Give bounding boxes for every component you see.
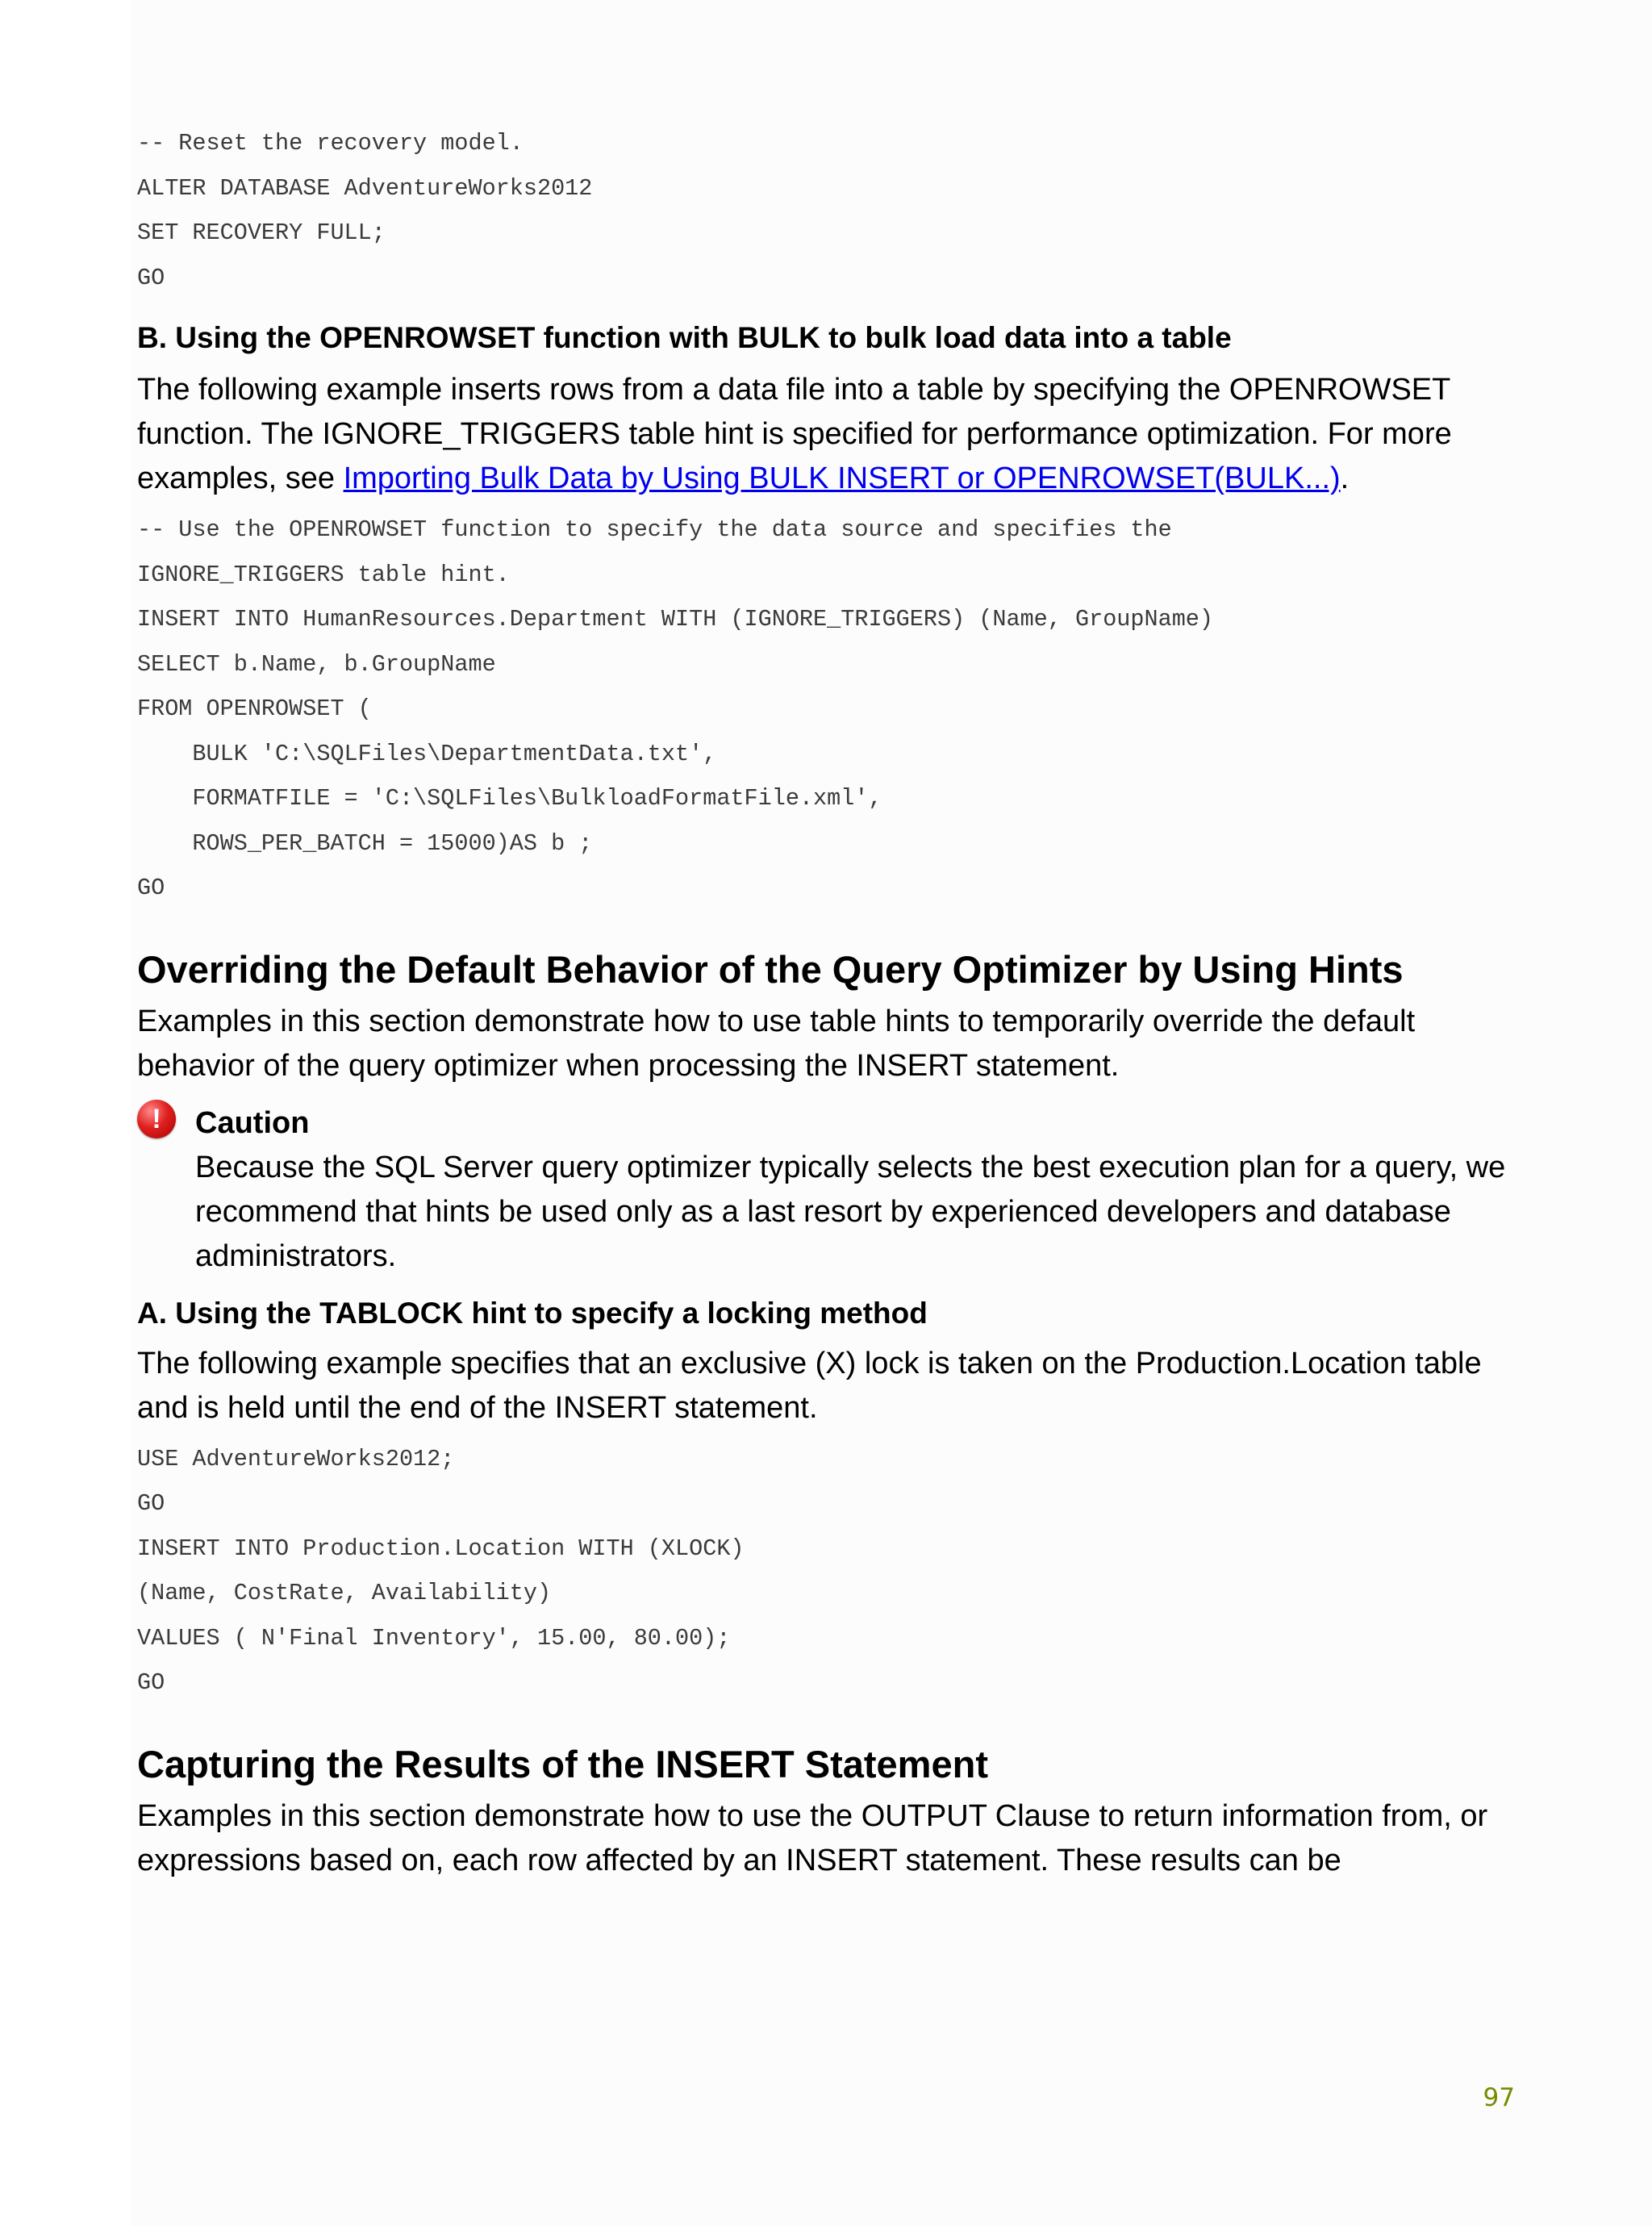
code-block-xlock [137,1437,1525,1706]
code-line: VALUES ( N'Final Inventory', 15.00, 80.00); [137,1624,731,1652]
code-line: SELECT b.Name, b.GroupName [137,650,496,678]
caution-text: Because the SQL Server query optimizer typically selects the best execution plan for a query, we recommend that hints be used only as a last resort by experienced developers and database administrators. [195,1150,1506,1273]
code-line: GO [137,264,165,291]
code-line: INSERT INTO Production.Location WITH (XLOCK) [137,1535,745,1562]
code-line: USE AdventureWorks2012; [137,1445,455,1472]
code-line: GO [137,875,165,901]
exclamation-glyph: ! [152,1103,161,1134]
code-line: IGNORE_TRIGGERS table hint. [137,561,510,588]
code-line: ROWS_PER_BATCH = 15000)AS b ; [137,829,593,857]
page-content [137,121,1525,1883]
code-line: -- Reset the recovery model. [137,130,524,157]
code-line: SET RECOVERY FULL; [137,219,386,246]
code-line: -- Use the OPENROWSET function to specify the data source and specifies the [137,516,1172,543]
code-line: INSERT INTO HumanResources.Department WITH (IGNORE_TRIGGERS) (Name, GroupName) [137,606,1214,633]
section-a-paragraph: The following example specifies that an exclusive (X) lock is taken on the Production.Location table and is held until the end of the INSERT statement. [137,1346,1482,1425]
caution-title: Caution [195,1105,310,1140]
hints-section-paragraph: Examples in this section demonstrate how to use table hints to temporarily override the default behavior of the query optimizer when processing the INSERT statement. [137,1004,1416,1083]
hints-section-heading: Overriding the Default Behavior of the Query Optimizer by Using Hints [137,947,1404,991]
importing-bulk-data-link[interactable]: Importing Bulk Data by Using BULK INSERT or OPENROWSET(BULK...) [343,461,1341,495]
code-line: (Name, CostRate, Availability) [137,1580,552,1606]
caution-body [195,1101,1525,1279]
capture-section-paragraph: Examples in this section demonstrate how to use the OUTPUT Clause to return information from, or expressions based on, each row affected by an INSERT statement. These results can be [137,1798,1488,1877]
caution-icon [137,1100,176,1138]
code-line: ALTER DATABASE AdventureWorks2012 [137,174,593,202]
caution-note [137,1101,1525,1279]
code-line: BULK 'C:\SQLFiles\DepartmentData.txt', [137,740,717,767]
section-b-paragraph [137,368,1525,501]
section-b-text: The following example inserts rows from a data file into a table by specifying the OPENROWSET function. The IGNORE_TRIGGERS table hint is specified for performance optimization. For more examples, see [137,373,1452,495]
code-block-reset-recovery [137,121,1525,300]
section-b-text-end: . [1340,461,1350,495]
section-a-heading: A. Using the TABLOCK hint to specify a locking method [137,1296,928,1330]
section-b-heading: B. Using the OPENROWSET function with BULK to bulk load data into a table [137,321,1232,354]
code-line: GO [137,1490,165,1517]
code-line: FROM OPENROWSET ( [137,695,372,722]
code-block-openrowset [137,507,1525,911]
code-line: GO [137,1669,165,1696]
code-line: FORMATFILE = 'C:\SQLFiles\BulkloadFormatFile.xml', [137,785,882,812]
capture-section-heading: Capturing the Results of the INSERT Statement [137,1742,988,1785]
page-number: 97 [1483,2083,1515,2112]
